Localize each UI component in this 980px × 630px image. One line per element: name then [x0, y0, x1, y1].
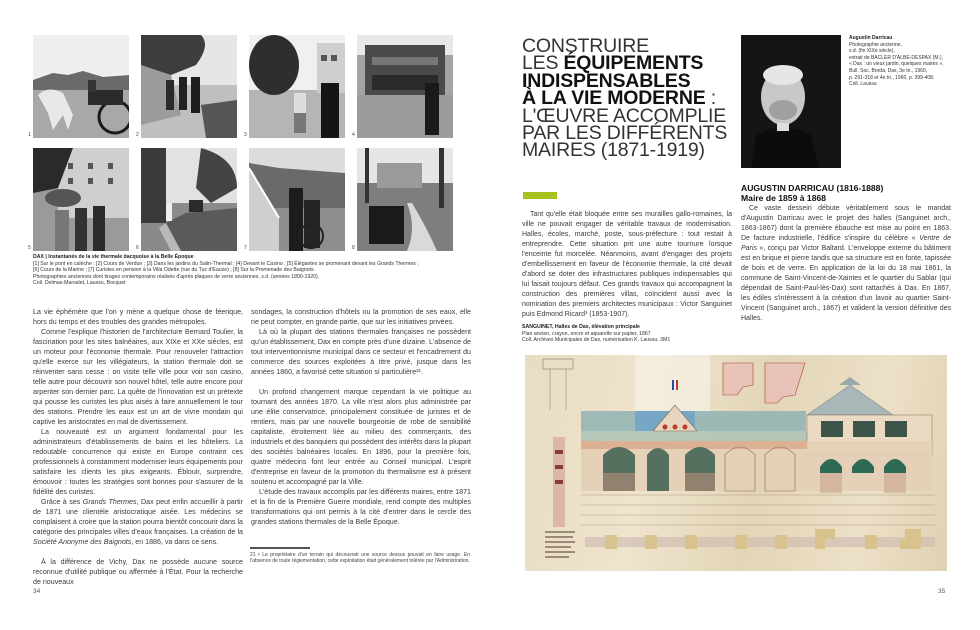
photo-7 [249, 148, 345, 251]
photo-3 [249, 35, 345, 138]
photo-grid-caption [33, 254, 473, 287]
footnote-rule [250, 547, 310, 549]
photo-number: 7 [244, 245, 247, 251]
architectural-drawing [525, 355, 947, 571]
photo-5 [33, 148, 129, 251]
portrait-caption: Augustin Darricau Photographie ancienne, s.d. (fin XIXe siècle), extrait de BACLER D'ALBE-DESPAX (M.), « Dax : un vieux jardin, quelques maires », Bull. Soc. Borda, Dax, 3e tri., 1960, p. 291-318 et 4e tri., 1960, p. 399-408. Coll. Laussu [849, 35, 944, 88]
paragraph: Ce vaste dessein débute véritablement sous le mandat d'Augustin Darricau avec le projet des halles (Sanguinet arch., 1863-1867) dont la première ébauche est mise au point en 1863. De facture industrielle, l'édifice s'inspire du célèbre « Ventre de Paris », conçu par Victor Baltard. L'enveloppe externe du bâtiment est en brique et pierre tandis que sa structure est en fonte, tapissée de bois et de verre. En application de la loi du 18 mai 1861, la commune de Saint-Vincent-de-Xaintes et le quartier du Sablar (qui dépendait de Saint-Paul-lès-Dax) sont rattachés à Dax. En 1867, les édiles s'intéressent à la création d'un lavoir au quartier Saint-Vincent (Sanguinet arch., 1867) et valident la version définitive des Halles. [741, 205, 951, 322]
photo-number: 4 [352, 132, 355, 138]
caption-line: Coll. Delmas-Marsalet, Laussu, Bocquet [33, 280, 126, 286]
photo-4 [357, 35, 453, 138]
photo-grid [28, 35, 465, 251]
caption-title: DAX | Instantanés de la vie thermale dacquoise à la Belle Époque [33, 254, 194, 260]
photo-2 [141, 35, 237, 138]
paragraph: Tant qu'elle était bloquée entre ses murailles gallo-romaines, la ville ne pouvait engager de véritable travaux de modernisation. Halles, écoles, marché, poste, sous-préfecture : tout restait à entreprendre. Cette situation prit une autre tournure lorsque l'enceinte fut morcelée. Néanmoins, avant d'engager des projets d'embellissement en faveur de l'économie thermale, la cité devait d'abord se doter des infrastructures publiques indispensables qui lui faisait toujours défaut. Ces grands travaux qui accompagnent la construction des premières villas, coïncident aussi avec la nomination des premiers architectes municipaux : Victor Sanguinet puis Edmond Ricard³ (1853-1907). [522, 211, 732, 318]
paragraph: Là où la plupart des stations thermales françaises ne possèdent qu'un établissement, Dax en compte près d'une dizaine. L'absence de tout interventionnisme municipal dans ce secteur et l'encadrement du commerce des sources exploitées à titre privé, jusque dans les années 1860, a favorisé cette situation si particulière²¹. [251, 328, 471, 376]
sidebar-heading: AUGUSTIN DARRICAU (1816-1888) Maire de 1859 à 1868 [741, 183, 884, 203]
page-number: 34 [33, 588, 41, 595]
intro-text [522, 210, 732, 320]
caption-line: [1] Sur le pont en calèche ; [2] Cours de Verdun ; [3] Dans les jardins du Salin-Thermal ; [4] Devant le Casino ; [5] Élégantes se promenant devant les Grands Thermes ; [33, 260, 419, 267]
paragraph: L'étude des travaux accomplis par les différents maires, entre 1871 et la fin de la Première Guerre mondiale, rend compte des multiples transformations qui ont permis à la cité d'entrer dans le cercle des grandes stations thermales de la Belle Époque. [251, 488, 471, 526]
paragraph: La vie éphémère que l'on y mène a quelque chose de féerique, hors du temps et des troubles des grandes métropoles. [33, 308, 243, 326]
plan-caption: SANGUINET, Halles de Dax, élévation principale Plan ancien, crayon, encre et aquarelle sur papier, 1867 Coll. Archives Municipales de Dax, numérisation K. Laussu, 3M1 [522, 324, 671, 344]
paragraph: La nouveauté est un argument fondamental pour les administrateurs d'établissements de bains et les hôteliers. La redoutable concurrence qui existe en Europe contraint ces professionnels à constamment moderniser leurs équipements pour satisfaire les clients les plus exigeants. Éblouir, surprendre, émouvoir : toutes les stratégies sont bonnes pour s'assurer de la fidélité des curistes. [33, 428, 243, 496]
body-column-1 [33, 307, 243, 587]
sidebar-text [741, 204, 951, 324]
body-column-2 [251, 307, 471, 527]
photo-number: 1 [28, 132, 31, 138]
photo-6 [141, 148, 237, 251]
paragraph: sondages, la construction d'hôtels ou la promotion de ses eaux, elle ne peut compter, en grande partie, que sur les initiatives privées. [251, 308, 471, 326]
paragraph: À la différence de Vichy, Dax ne possède aucune source reconnue d'utilité publique ou affermée à l'État. Pour la recherche de nouveaux [33, 558, 243, 586]
accent-bar [523, 192, 557, 199]
photo-number: 3 [244, 132, 247, 138]
paragraph: Grâce à ses Grands Thermes, Dax peut enfin accueillir à partir de 1871 une clientèle aristocratique aisée. Les médecins se complaisent à croire que la station pourra bientôt concourir dans la catégorie des principales villes d'eaux françaises. La création de la Société Anonyme des Baignots, en 1886, va dans ce sens. [33, 498, 243, 546]
chapter-title: CONSTRUIRE LES ÉQUIPEMENTS INDISPENSABLES À LA VIE MODERNE : L'ŒUVRE ACCOMPLIE PAR LES DIFFÉRENTS MAIRES (1871-1919) [522, 35, 728, 162]
portrait-photo [741, 35, 841, 168]
paragraph: Un profond changement marque cependant la vie politique au tournant des années 1870. La ville n'est alors plus administrée par une élite conservatrice, principalement constituée de juristes et de rentiers, mais par une nouvelle bourgeoisie de robe de sensibilité capitaliste, étroitement liée au milieu des commerçants, des industriels et des banquiers qui possèdent des intérêts dans la plupart des sociétés balnéaires locales. En 1896, pour la première fois, quatre médecins font leur entrée au Conseil municipal. L'esprit d'entreprise en faveur de la promotion du thermalisme est à présent soutenu et accompagné par la Ville. [251, 388, 471, 486]
caption-line: Photographies anciennes dont tirages contemporains réalisés d'après plaques de verre anciennes, s.d. (années 1890-1920). [33, 273, 320, 280]
page-number: 35 [938, 588, 946, 595]
photo-number: 2 [136, 132, 139, 138]
photo-8 [357, 148, 453, 251]
footnote: 21 • Le propriétaire d'un terrain qui découvrait une source dessus pouvait en faire usage. En l'absence de toute réglementation, cette exploitation était généralement tolérée par l'Administration. [250, 552, 470, 565]
photo-number: 8 [352, 245, 355, 251]
paragraph: Comme l'explique l'historien de l'architecture Bernard Toulier, la fascination pour les sites balnéaires, aux XIXe et XXe siècles, est un moteur pour l'économie thermale. Pour renouveler l'attraction qu'elle exerce sur les villégiateurs, la station thermale doit se réinventer sans cesse : on visite telle ville pour voir son casino, telle autre pour découvrir son nouvel hôtel, telle autre encore pour arpenter son dernier parc. La quête de l'innovation est un prétexte qui pousse les curistes les plus aisés à faire annuellement le tour des stations. Prendre les eaux est un art de vivre mondain qui captive les aristocrates en mal de divertissement. [33, 328, 243, 426]
caption-line: [6] Cours de la Marine ; [7] Curistes en pension à la Villa Odette (rue du Tuc d'Eauze) ; [8] Sur la Promenade des Baignots. [33, 267, 316, 273]
photo-number: 5 [28, 245, 31, 251]
photo-number: 6 [136, 245, 139, 251]
photo-1 [33, 35, 129, 138]
